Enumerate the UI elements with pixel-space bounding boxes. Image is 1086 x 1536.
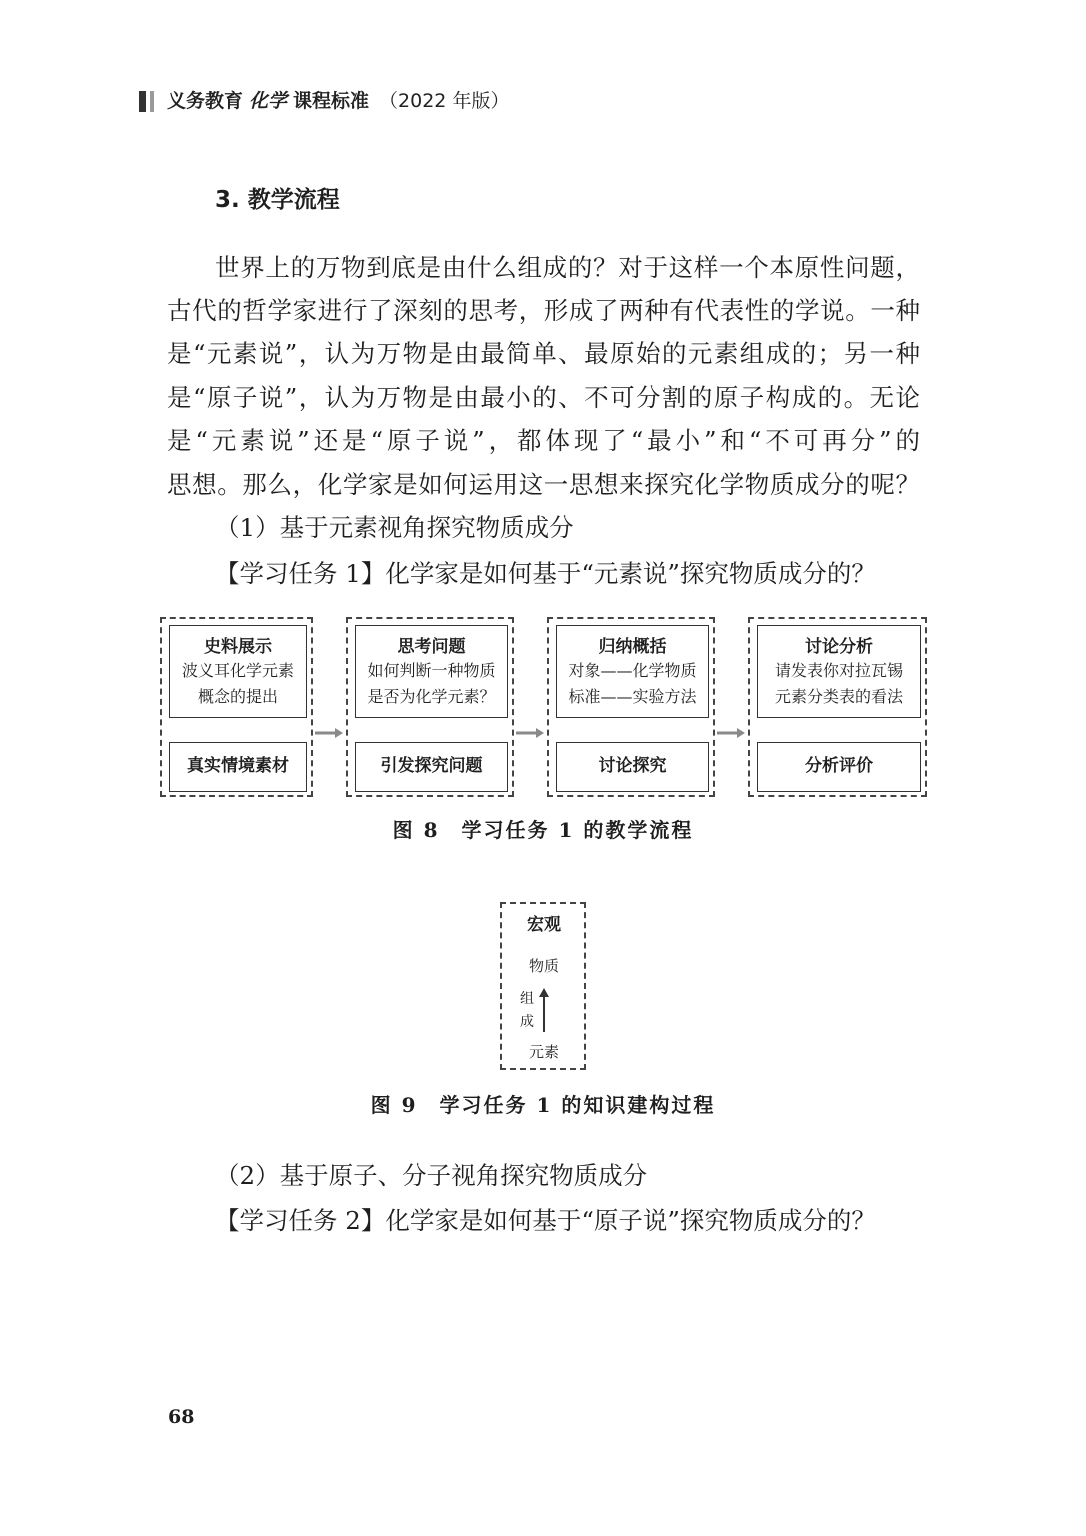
flow-step-title: 史料展示: [204, 637, 272, 657]
macro-label: 宏观: [527, 915, 561, 935]
header-bar-dark: [139, 91, 146, 112]
flow-step-card: [556, 625, 709, 718]
figure-8-caption: 图 8 学习任务 1 的教学流程: [392, 818, 694, 842]
header-bar-light: [150, 91, 154, 112]
flow-step-1: [160, 617, 313, 797]
flow-step-4: [748, 617, 927, 797]
flow-step-stage: 分析评价: [757, 742, 921, 792]
arrow-right-icon: [716, 726, 746, 740]
flow-step-line: 对象——化学物质: [568, 661, 697, 680]
flow-step-title: 归纳概括: [598, 637, 667, 657]
learning-task-2: 【学习任务 2】化学家是如何基于“原子说”探究物质成分的？: [215, 1206, 876, 1235]
flow-step-line: 请发表你对拉瓦锡: [774, 661, 903, 680]
page-number: 68: [168, 1406, 195, 1428]
flow-step-card: [169, 625, 307, 718]
paragraph-line: 古代的哲学家进行了深刻的思考，形成了两种有代表性的学说。一种: [167, 296, 920, 325]
flow-step-line: 概念的提出: [197, 687, 278, 706]
header-series: 义务教育: [167, 90, 244, 112]
flow-step-line: 如何判断一种物质: [367, 661, 496, 680]
paragraph-line: 世界上的万物到底是由什么组成的？对于这样一个本原性问题，: [215, 253, 920, 282]
paragraph-line: 是“元素说”，认为万物是由最简单、最原始的元素组成的；另一种: [167, 339, 920, 368]
flow-step-card: [355, 625, 508, 718]
header-title: 课程标准: [293, 90, 370, 112]
header-edition: （2022 年版）: [379, 90, 510, 112]
paragraph-line: 是“元素说”还是“原子说”，都体现了“最小”和“不可再分”的: [167, 426, 920, 455]
flow-step-stage: 引发探究问题: [355, 742, 508, 792]
flow-step-line: 波义耳化学元素: [181, 661, 294, 680]
learning-task-1: 【学习任务 1】化学家是如何基于“元素说”探究物质成分的？: [215, 559, 876, 588]
relation-char: 成: [520, 1014, 534, 1030]
header-subject: 化学: [249, 90, 288, 112]
flow-step-line: 标准——实验方法: [568, 687, 697, 706]
flow-step-3: [547, 617, 715, 797]
substance-label: 物质: [528, 957, 559, 975]
flow-step-stage: 真实情境素材: [169, 742, 307, 792]
flow-step-stage: 讨论探究: [556, 742, 709, 792]
paragraph-line: 思想。那么，化学家是如何运用这一思想来探究化学物质成分的呢？: [167, 470, 920, 499]
subsection-heading-1: （1）基于元素视角探究物质成分: [215, 513, 574, 542]
arrow-right-icon: [515, 726, 545, 740]
running-header: [167, 88, 515, 114]
flow-step-line: 是否为化学元素？: [367, 687, 496, 706]
subsection-heading-2: （2）基于原子、分子视角探究物质成分: [215, 1161, 648, 1190]
flow-step-title: 讨论分析: [805, 637, 873, 657]
arrow-right-icon: [314, 726, 344, 740]
relation-char: 组: [520, 991, 534, 1007]
arrow-up-icon: [538, 987, 550, 1033]
flow-step-2: [346, 617, 514, 797]
element-label: 元素: [528, 1043, 559, 1061]
flow-step-title: 思考问题: [397, 637, 466, 657]
paragraph-line: 是“原子说”，认为万物是由最小的、不可分割的原子构成的。无论: [167, 383, 920, 412]
flow-step-card: [757, 625, 921, 718]
section-heading: 3. 教学流程: [215, 187, 340, 213]
figure-9-caption: 图 9 学习任务 1 的知识建构过程: [370, 1093, 716, 1117]
flow-step-line: 元素分类表的看法: [774, 687, 903, 706]
